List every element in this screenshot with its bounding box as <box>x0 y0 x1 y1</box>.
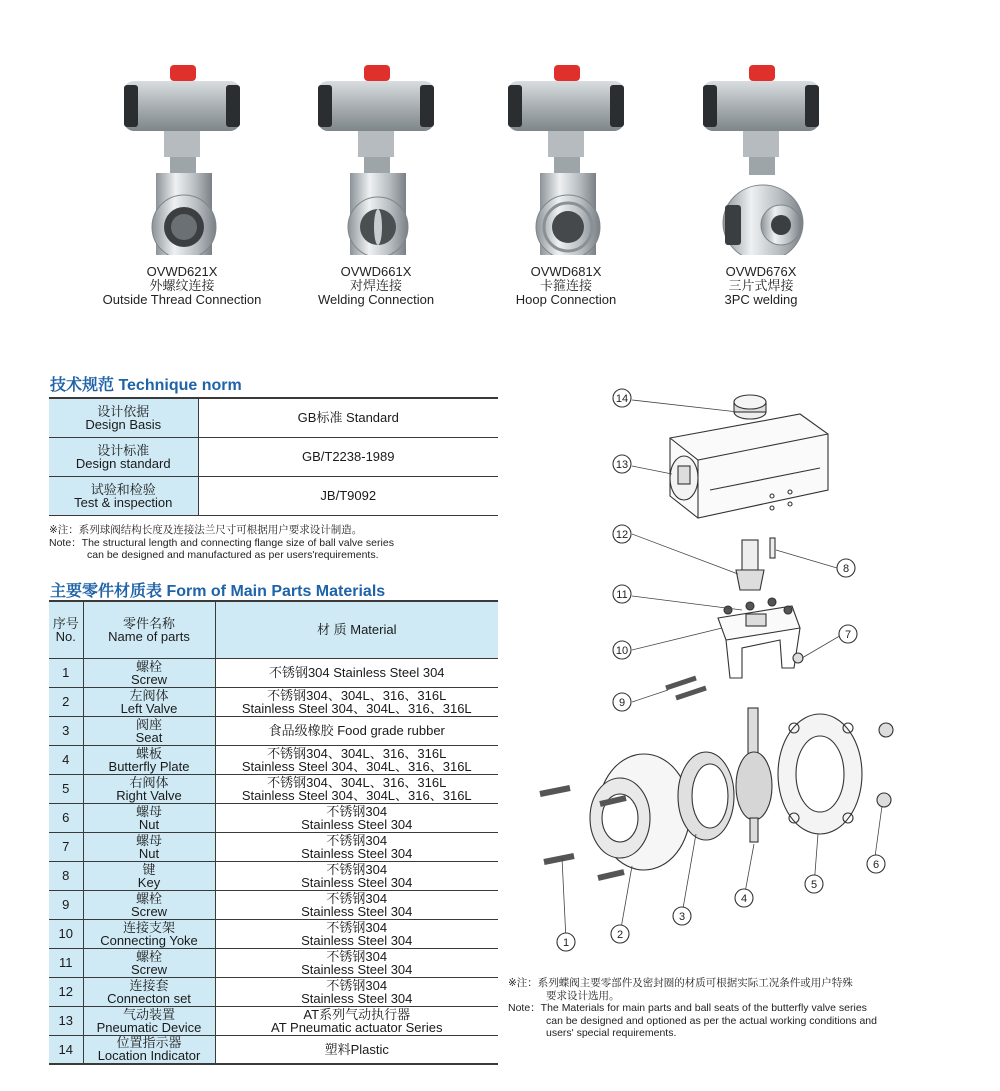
label-cn: 设计标准 <box>97 442 150 458</box>
product-name-cn: 外螺纹连接 <box>149 278 215 293</box>
table-row <box>49 948 498 977</box>
part-name-en: Screw <box>130 903 168 919</box>
part-name-en: Connecton set <box>107 990 191 1006</box>
header-no-cn: 序号 <box>52 615 79 631</box>
table-row <box>49 476 498 515</box>
callout-3: 3 <box>678 911 686 923</box>
callout-11: 11 <box>616 589 628 601</box>
note-en-line: Note：The Materials for main parts and ball seats of the butterfly valve series <box>508 1002 867 1014</box>
material-line-2: Stainless Steel 304 <box>301 961 413 977</box>
callout-9: 9 <box>618 697 626 709</box>
part-name-cn: 连接支架 <box>122 919 175 935</box>
part-name-en: Connecting Yoke <box>100 932 198 948</box>
product-name-cn: 卡箍连接 <box>539 278 592 293</box>
part-name-cn: 连接套 <box>129 977 169 993</box>
product-name-en: 3PC welding <box>724 292 798 307</box>
material-line-1: AT系列气动执行器 <box>303 1006 411 1022</box>
part-name <box>83 716 215 745</box>
valve-seat <box>678 752 734 840</box>
product-ovwd676x <box>676 55 846 307</box>
row-value: GB/T2238-1989 <box>198 437 498 476</box>
part-name-cn: 右阀体 <box>129 774 169 790</box>
material-line-2: Stainless Steel 304 <box>301 932 413 948</box>
product-ovwd681x <box>481 55 651 307</box>
header-no <box>49 601 83 658</box>
product-model: OVWD676X <box>725 264 797 279</box>
product-name-en: Hoop Connection <box>515 292 617 307</box>
part-no: 7 <box>49 832 83 861</box>
part-name <box>83 861 215 890</box>
material-line-1: 不锈钢304、304L、316、316L <box>267 687 447 703</box>
callout-1: 1 <box>562 937 570 949</box>
product-model: OVWD681X <box>530 264 602 279</box>
part-name-cn: 左阀体 <box>129 687 169 703</box>
part-name <box>83 803 215 832</box>
part-no: 6 <box>49 803 83 832</box>
callout-14: 14 <box>615 393 629 405</box>
part-no: 2 <box>49 687 83 716</box>
callout-13: 13 <box>615 459 629 471</box>
header-name-en: Name of parts <box>108 628 190 644</box>
parts-heading: 主要零件材质表 Form of Main Parts Materials <box>50 583 386 600</box>
table-row <box>49 1006 498 1035</box>
part-material <box>215 658 498 687</box>
valve-photo <box>691 55 831 255</box>
material-line-1: 食品级橡胶 Food grade rubber <box>268 723 445 738</box>
valve-photo <box>496 55 636 255</box>
part-material <box>215 1035 498 1064</box>
part-no: 11 <box>49 948 83 977</box>
table-row <box>49 890 498 919</box>
part-name-cn: 气动装置 <box>122 1006 175 1022</box>
material-line-1: 不锈钢304 <box>326 832 388 848</box>
label-en: Design standard <box>75 455 171 471</box>
note-en-line: users' special requirements. <box>546 1027 677 1039</box>
note-cn-line: 要求设计选用。 <box>546 989 620 1002</box>
part-material <box>215 977 498 1006</box>
product-name-cn: 对焊连接 <box>349 278 402 293</box>
part-name-cn: 螺栓 <box>135 658 162 674</box>
part-no: 4 <box>49 745 83 774</box>
callout-7: 7 <box>844 629 852 641</box>
part-material <box>215 745 498 774</box>
material-line-2: Stainless Steel 304 <box>301 816 413 832</box>
table-row <box>49 716 498 745</box>
material-line-2: Stainless Steel 304 <box>301 874 413 890</box>
part-material <box>215 803 498 832</box>
part-material <box>215 716 498 745</box>
part-no: 9 <box>49 890 83 919</box>
connection-set <box>736 538 775 590</box>
table-row <box>49 803 498 832</box>
header-name-cn: 零件名称 <box>122 615 175 631</box>
material-line-2: Stainless Steel 304、304L、316、316L <box>241 758 472 774</box>
part-name-cn: 螺母 <box>135 832 162 848</box>
table-row <box>49 658 498 687</box>
material-line-2: Stainless Steel 304 <box>301 990 413 1006</box>
connecting-yoke <box>718 598 800 678</box>
yoke-screws <box>666 653 803 698</box>
part-material <box>215 948 498 977</box>
callout-2: 2 <box>616 929 624 941</box>
part-name-en: Nut <box>138 816 160 832</box>
table-row <box>49 774 498 803</box>
part-name <box>83 1006 215 1035</box>
part-name <box>83 948 215 977</box>
note-en-line: Note：The structural length and connecting flange size of ball valve series <box>49 536 394 549</box>
material-line-1: 不锈钢304、304L、316、316L <box>267 774 447 790</box>
parts-table <box>49 600 498 1065</box>
table-row <box>49 861 498 890</box>
part-no: 10 <box>49 919 83 948</box>
callout-5: 5 <box>810 879 818 891</box>
part-name-en: Butterfly Plate <box>108 758 190 774</box>
label-en: Design Basis <box>85 416 162 432</box>
material-line-2: Stainless Steel 304 <box>301 845 413 861</box>
product-name-en: Welding Connection <box>317 292 435 307</box>
product-model: OVWD621X <box>146 264 218 279</box>
part-name <box>83 919 215 948</box>
table-row <box>49 977 498 1006</box>
product-name-cn: 三片式焊接 <box>728 278 794 293</box>
material-line-1: 不锈钢304 <box>326 948 388 964</box>
table-row <box>49 398 498 437</box>
material-line-1: 塑料Plastic <box>324 1041 389 1057</box>
part-no: 1 <box>49 658 83 687</box>
part-material <box>215 832 498 861</box>
part-name-en: Pneumatic Device <box>96 1019 202 1035</box>
product-ovwd621x <box>97 55 267 307</box>
part-name-cn: 螺栓 <box>135 948 162 964</box>
callout-8: 8 <box>842 563 850 575</box>
technique-table <box>49 397 498 516</box>
product-name-en: Outside Thread Connection <box>102 292 262 307</box>
callout-4: 4 <box>740 893 748 905</box>
material-line-1: 不锈钢304 <box>326 977 388 993</box>
callout-12: 12 <box>615 529 629 541</box>
part-material <box>215 861 498 890</box>
part-name-cn: 蝶板 <box>135 745 162 761</box>
part-name-en: Key <box>137 874 161 890</box>
pneumatic-actuator <box>670 414 828 518</box>
table-row <box>49 437 498 476</box>
part-name-cn: 位置指示器 <box>116 1035 182 1051</box>
right-valve-body <box>778 714 862 834</box>
part-name <box>83 832 215 861</box>
part-material <box>215 890 498 919</box>
part-no: 8 <box>49 861 83 890</box>
material-line-1: 不锈钢304 Stainless Steel 304 <box>268 665 445 680</box>
part-no: 14 <box>49 1035 83 1064</box>
part-name <box>83 745 215 774</box>
material-line-2: Stainless Steel 304 <box>301 903 413 919</box>
location-indicator <box>734 395 766 419</box>
part-name-en: Seat <box>135 729 163 745</box>
product-ovwd661x <box>291 55 461 307</box>
part-name-en: Screw <box>130 961 168 977</box>
part-name-cn: 键 <box>142 861 156 877</box>
part-name-en: Nut <box>138 845 160 861</box>
table-header <box>49 601 498 658</box>
part-name <box>83 687 215 716</box>
part-name-en: Location Indicator <box>97 1048 201 1064</box>
header-name <box>83 601 215 658</box>
part-name <box>83 774 215 803</box>
material-line-2: Stainless Steel 304、304L、316、316L <box>241 700 472 716</box>
table-row <box>49 745 498 774</box>
note-cn-line: ※注：系列蝶阀主要零部件及密封圈的材质可根据实际工况条件或用户特殊 <box>508 977 853 989</box>
header-material: 材 质 Material <box>215 601 498 658</box>
part-name-cn: 螺母 <box>135 803 162 819</box>
header-no-en: No. <box>55 628 76 644</box>
part-name <box>83 890 215 919</box>
material-line-2: Stainless Steel 304、304L、316、316L <box>241 787 472 803</box>
table-row <box>49 1035 498 1064</box>
label-cn: 试验和检验 <box>90 481 156 497</box>
valve-photo <box>306 55 446 255</box>
part-material <box>215 1006 498 1035</box>
table-row <box>49 687 498 716</box>
left-valve-body <box>590 754 690 870</box>
technique-note <box>49 524 394 562</box>
row-value: JB/T9092 <box>198 476 498 515</box>
row-label <box>49 476 198 515</box>
part-name-en: Left Valve <box>120 700 178 716</box>
product-model: OVWD661X <box>340 264 412 279</box>
note-en-line: can be designed and manufactured as per users'requirements. <box>87 549 379 561</box>
diagram-note <box>508 977 877 1040</box>
part-material <box>215 919 498 948</box>
part-no: 3 <box>49 716 83 745</box>
part-name <box>83 977 215 1006</box>
part-name <box>83 658 215 687</box>
part-name-cn: 阀座 <box>135 716 162 732</box>
callout-6: 6 <box>872 859 880 871</box>
exploded-diagram <box>510 378 910 963</box>
table-row <box>49 919 498 948</box>
row-label <box>49 437 198 476</box>
part-material <box>215 687 498 716</box>
row-value: GB标准 Standard <box>198 398 498 437</box>
part-no: 5 <box>49 774 83 803</box>
note-en-line: can be designed and optioned as per the actual working conditions and <box>546 1014 877 1027</box>
material-line-1: 不锈钢304 <box>326 919 388 935</box>
part-no: 12 <box>49 977 83 1006</box>
label-en: Test & inspection <box>74 494 173 510</box>
part-no: 13 <box>49 1006 83 1035</box>
material-line-1: 不锈钢304 <box>326 890 388 906</box>
part-material <box>215 774 498 803</box>
part-name <box>83 1035 215 1064</box>
part-name-en: Screw <box>130 671 168 687</box>
table-row <box>49 832 498 861</box>
material-line-1: 不锈钢304、304L、316、316L <box>267 745 447 761</box>
label-cn: 设计依据 <box>97 403 150 419</box>
material-line-1: 不锈钢304 <box>326 861 388 877</box>
note-cn: ※注：系列球阀结构长度及连接法兰尺寸可根据用户要求设计制造。 <box>49 524 363 536</box>
valve-nuts <box>877 723 893 807</box>
material-line-1: 不锈钢304 <box>326 803 388 819</box>
valve-photo <box>112 55 252 255</box>
callout-10: 10 <box>615 645 629 657</box>
part-name-en: Right Valve <box>116 787 182 803</box>
butterfly-plate <box>736 708 772 842</box>
material-line-2: AT Pneumatic actuator Series <box>271 1019 443 1035</box>
part-name-cn: 螺栓 <box>135 890 162 906</box>
row-label <box>49 398 198 437</box>
technique-heading: 技术规范 Technique norm <box>50 377 242 394</box>
